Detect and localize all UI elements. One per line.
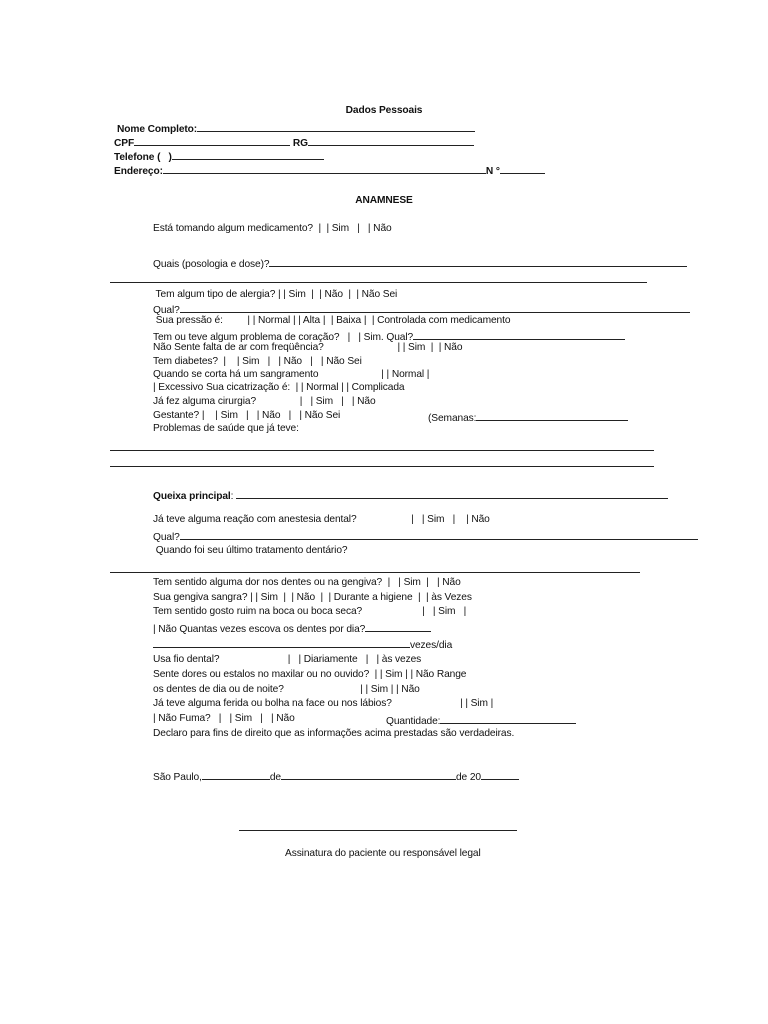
quais-field[interactable] bbox=[269, 256, 687, 267]
de-label-1: de bbox=[269, 772, 281, 783]
nome-completo-row bbox=[117, 121, 475, 136]
queixa-field[interactable] bbox=[236, 488, 668, 499]
gengiva-question: Sua gengiva sangra? | | Sim | | Não | | Durante a higiene | | às Vezes bbox=[153, 592, 472, 603]
maxilar-question: Sente dores ou estalos no maxilar ou no ouvido? | | Sim | | Não Range bbox=[153, 669, 467, 680]
rg-field[interactable] bbox=[308, 135, 474, 146]
ano-field[interactable] bbox=[481, 769, 519, 780]
quantidade-label: Quantidade: bbox=[386, 716, 441, 727]
vezes-dia-row bbox=[153, 637, 452, 652]
endereco-label: Endereço: bbox=[114, 166, 163, 177]
anestesia-qual-row bbox=[153, 529, 698, 544]
quais-extra-line[interactable] bbox=[110, 282, 647, 283]
quais-label: Quais (posologia e dose)? bbox=[153, 259, 270, 270]
semanas-label: (Semanas: bbox=[428, 413, 477, 424]
qual-label-2: Qual? bbox=[153, 532, 180, 543]
semanas-row bbox=[428, 410, 628, 425]
section-title-anamnese: ANAMNESE bbox=[355, 195, 413, 206]
queixa-colon: : bbox=[230, 491, 234, 502]
mes-field[interactable] bbox=[281, 769, 456, 780]
ultimo-tratamento-question: Quando foi seu último tratamento dentário? bbox=[153, 545, 348, 556]
endereco-field[interactable] bbox=[163, 163, 486, 174]
rg-label: RG bbox=[292, 138, 308, 149]
falta-ar-question: Não Sente falta de ar com freqüência? | | Sim | | Não bbox=[153, 342, 463, 353]
quantidade-field[interactable] bbox=[440, 713, 576, 724]
cpf-field[interactable] bbox=[134, 135, 290, 146]
assinatura-label: Assinatura do paciente ou responsável legal bbox=[285, 848, 481, 859]
queixa-label: Queixa principal bbox=[153, 491, 231, 502]
cicatrizacao-question: | Excessivo Sua cicatrização é: | | Normal | | Complicada bbox=[153, 382, 405, 393]
coracao-qual-field[interactable] bbox=[413, 329, 625, 340]
vezes-dia-field[interactable] bbox=[153, 637, 410, 648]
cirurgia-question: Já fez alguma cirurgia? | | Sim | | Não bbox=[153, 396, 376, 407]
section-title-dados-pessoais: Dados Pessoais bbox=[345, 105, 423, 116]
queixa-row bbox=[153, 488, 668, 503]
telefone-label: Telefone ( ) bbox=[114, 152, 172, 163]
gestante-question: Gestante? | | Sim | | Não | | Não Sei bbox=[153, 410, 341, 421]
cidade-label: São Paulo, bbox=[153, 772, 202, 783]
fio-question: Usa fio dental? | | Diariamente | | às vezes bbox=[153, 654, 422, 665]
escova-field[interactable] bbox=[365, 621, 431, 632]
endereco-row bbox=[114, 163, 545, 178]
declaracao-text: Declaro para fins de direito que as informações acima prestadas são verdadeiras. bbox=[153, 728, 515, 739]
sangramento-question: Quando se corta há um sangramento | | Normal | bbox=[153, 369, 430, 380]
problemas-line-2[interactable] bbox=[110, 466, 654, 467]
de-label-2: de 20 bbox=[455, 772, 481, 783]
data-row bbox=[153, 769, 519, 784]
cpf-label: CPF bbox=[114, 138, 135, 149]
qual-label: Qual? bbox=[153, 305, 180, 316]
coracao-question: Tem ou teve algum problema de coração? | | Sim. Qual? bbox=[153, 332, 414, 343]
assinatura-line[interactable] bbox=[239, 830, 517, 831]
gosto-question: Tem sentido gosto ruim na boca ou boca seca? | | Sim | bbox=[153, 606, 467, 617]
ultimo-tratamento-line[interactable] bbox=[110, 572, 640, 573]
alergia-question: Tem algum tipo de alergia? | | Sim | | Não | | Não Sei bbox=[153, 289, 398, 300]
medicamento-question: Está tomando algum medicamento? | | Sim | | Não bbox=[153, 223, 392, 234]
quantidade-row bbox=[386, 713, 576, 728]
telefone-row bbox=[114, 149, 324, 164]
range-question: os dentes de dia ou de noite? | | Sim | | Não bbox=[153, 684, 420, 695]
anestesia-question: Já teve alguma reação com anestesia dental? | | Sim | | Não bbox=[153, 514, 490, 525]
fuma-question: | Não Fuma? | | Sim | | Não bbox=[153, 713, 295, 724]
problemas-label: Problemas de saúde que já teve: bbox=[153, 423, 299, 434]
dor-question: Tem sentido alguma dor nos dentes ou na gengiva? | | Sim | | Não bbox=[153, 577, 461, 588]
dia-field[interactable] bbox=[202, 769, 270, 780]
nome-label: Nome Completo: bbox=[117, 124, 198, 135]
cpf-rg-row bbox=[114, 135, 474, 150]
problemas-line-1[interactable] bbox=[110, 450, 654, 451]
telefone-field[interactable] bbox=[172, 149, 324, 160]
numero-label: N ° bbox=[485, 166, 500, 177]
numero-field[interactable] bbox=[500, 163, 545, 174]
semanas-field[interactable] bbox=[476, 410, 628, 421]
nome-field[interactable] bbox=[197, 121, 475, 132]
vezes-dia-label: vezes/dia bbox=[410, 640, 453, 651]
escova-row bbox=[153, 621, 431, 636]
quais-row bbox=[153, 256, 687, 271]
diabetes-question: Tem diabetes? | | Sim | | Não | | Não Sei bbox=[153, 356, 362, 367]
escova-question: | Não Quantas vezes escova os dentes por dia? bbox=[153, 624, 366, 635]
alergia-qual-field[interactable] bbox=[180, 302, 690, 313]
pressao-question: Sua pressão é: | | Normal | | Alta | | Baixa | | Controlada com medicamento bbox=[153, 315, 511, 326]
anestesia-qual-field[interactable] bbox=[180, 529, 698, 540]
ferida-question: Já teve alguma ferida ou bolha na face ou nos lábios? | | Sim | bbox=[153, 698, 494, 709]
